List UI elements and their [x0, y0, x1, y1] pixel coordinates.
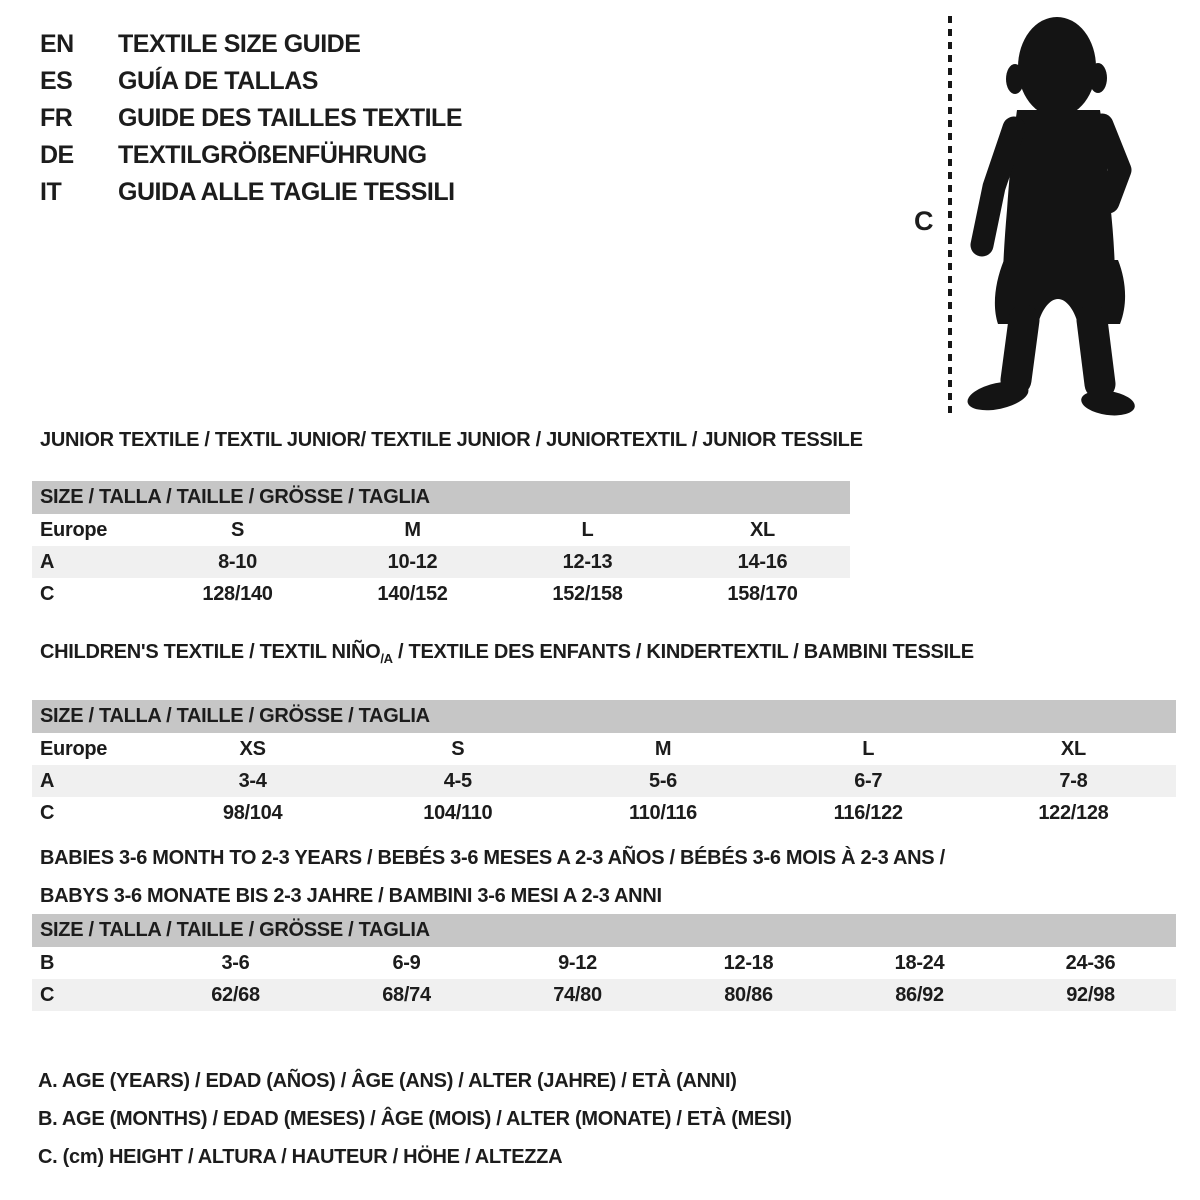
table-cell: M [654, 738, 672, 760]
babies-table-title-line1: BABIES 3-6 MONTH TO 2-3 YEARS / BEBÉS 3-6 MESES A 2-3 AÑOS / BÉBÉS 3-6 MOIS À 2-3 ANS / [40, 847, 945, 869]
row-label: A [40, 551, 55, 573]
table-cell: 98/104 [222, 802, 283, 824]
babies-table-rows [32, 947, 1176, 1011]
table-cell: 116/122 [833, 802, 903, 824]
table-cell: 3-4 [238, 770, 267, 792]
table-row [32, 797, 1176, 829]
row-label: C [40, 984, 55, 1006]
table-cell: 6-7 [854, 770, 883, 792]
language-code: DE [40, 141, 74, 169]
table-cell: 110/116 [629, 802, 697, 824]
table-cell: 140/152 [377, 583, 448, 605]
table-row [32, 765, 1176, 797]
table-cell: 8-10 [218, 551, 257, 573]
title-subscript: /A [380, 651, 393, 666]
junior-textile-section [32, 428, 863, 610]
table-row [32, 979, 1176, 1011]
key-line-c: C. (cm) HEIGHT / ALTURA / HAUTEUR / HÖHE / ALTEZZA [38, 1146, 563, 1168]
measure-key-legend [38, 1062, 792, 1176]
size-header-bar: SIZE / TALLA / TAILLE / GRÖSSE / TAGLIA [32, 914, 1176, 947]
table-cell: 6-9 [392, 952, 421, 974]
table-cell: 128/140 [202, 583, 273, 605]
language-label: TEXTILGRÖßENFÜHRUNG [118, 141, 427, 169]
table-cell: 12-13 [562, 551, 613, 573]
row-label: B [40, 952, 55, 974]
language-code: FR [40, 104, 73, 132]
children-table-rows [32, 733, 1176, 829]
legend-row-de [40, 137, 462, 174]
key-line-b: B. AGE (MONTHS) / EDAD (MESES) / ÂGE (MOIS) / ALTER (MONATE) / ETÀ (MESI) [38, 1108, 792, 1130]
table-cell: 3-6 [221, 952, 250, 974]
height-measure-label: C [914, 206, 934, 236]
table-cell: XL [750, 519, 775, 541]
table-cell: 68/74 [382, 984, 431, 1006]
table-cell: 104/110 [423, 802, 493, 824]
language-code: EN [40, 30, 74, 58]
legend-row-en [40, 26, 462, 63]
table-cell: 7-8 [1059, 770, 1088, 792]
language-legend [40, 26, 462, 211]
table-cell: 158/170 [727, 583, 798, 605]
legend-row-it [40, 174, 462, 211]
children-table-title [40, 640, 1176, 671]
table-cell: XS [239, 738, 266, 760]
table-row [32, 546, 850, 578]
table-cell: L [581, 519, 594, 541]
row-label: Europe [40, 519, 108, 541]
language-label: GUIDA ALLE TAGLIE TESSILI [118, 178, 455, 206]
table-row [32, 514, 850, 546]
children-textile-section [32, 640, 1176, 829]
table-cell: 10-12 [387, 551, 438, 573]
junior-table-title: JUNIOR TEXTILE / TEXTIL JUNIOR/ TEXTILE JUNIOR / JUNIORTEXTIL / JUNIOR TESSILE [40, 429, 863, 451]
table-cell: 9-12 [558, 952, 597, 974]
language-code: ES [40, 67, 73, 95]
table-cell: L [862, 738, 875, 760]
babies-textile-section [32, 846, 1176, 1011]
table-row [32, 733, 1176, 765]
table-cell: 122/128 [1038, 802, 1109, 824]
row-label: Europe [40, 738, 108, 760]
key-line-a: A. AGE (YEARS) / EDAD (AÑOS) / ÂGE (ANS) / ALTER (JAHRE) / ETÀ (ANNI) [38, 1070, 737, 1092]
language-label: GUÍA DE TALLAS [118, 67, 318, 95]
table-cell: 4-5 [443, 770, 472, 792]
row-label: C [40, 583, 55, 605]
table-cell: S [230, 519, 245, 541]
table-cell: 24-36 [1065, 952, 1116, 974]
table-row [32, 947, 1176, 979]
size-header-bar: SIZE / TALLA / TAILLE / GRÖSSE / TAGLIA [32, 481, 850, 514]
legend-row-es [40, 63, 462, 100]
height-measure-dashed-line [948, 16, 952, 416]
baby-silhouette [962, 12, 1152, 418]
table-cell: 152/158 [552, 583, 623, 605]
language-code: IT [40, 178, 62, 206]
table-cell: XL [1060, 738, 1086, 760]
table-cell: S [451, 738, 465, 760]
table-cell: 74/80 [553, 984, 602, 1006]
title-part: / TEXTILE DES ENFANTS / KINDERTEXTIL / BAMBINI TESSILE [392, 641, 974, 663]
language-label: TEXTILE SIZE GUIDE [118, 30, 361, 58]
row-label: A [40, 770, 55, 792]
table-cell: 12-18 [723, 952, 774, 974]
table-cell: 62/68 [211, 984, 260, 1006]
title-part: CHILDREN'S TEXTILE / TEXTIL NIÑO [40, 641, 381, 663]
table-cell: 92/98 [1066, 984, 1115, 1006]
row-label: C [40, 802, 55, 824]
table-cell: 86/92 [895, 984, 944, 1006]
legend-row-fr [40, 100, 462, 137]
table-row [32, 578, 850, 610]
junior-table-rows [32, 514, 850, 610]
size-header-bar: SIZE / TALLA / TAILLE / GRÖSSE / TAGLIA [32, 700, 1176, 733]
language-label: GUIDE DES TAILLES TEXTILE [118, 104, 463, 132]
table-cell: 14-16 [737, 551, 788, 573]
table-cell: M [404, 519, 421, 541]
babies-table-title-line2: BABYS 3-6 MONATE BIS 2-3 JAHRE / BAMBINI 3-6 MESI A 2-3 ANNI [40, 885, 662, 907]
table-cell: 18-24 [894, 952, 945, 974]
table-cell: 5-6 [649, 770, 678, 792]
table-cell: 80/86 [724, 984, 773, 1006]
